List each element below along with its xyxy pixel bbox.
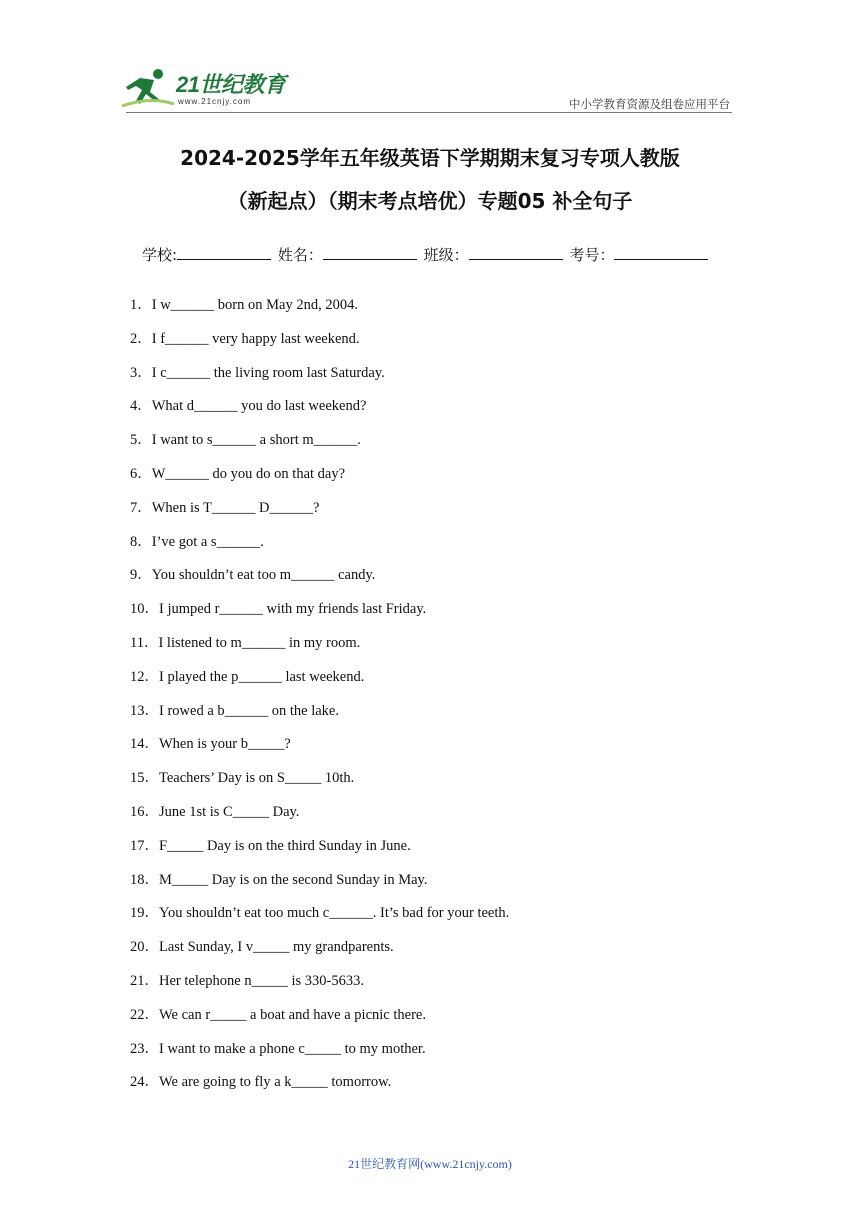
page-title-line2: （新起点）（期末考点培优）专题05 补全句子 <box>227 189 633 213</box>
page-title-line1: 2024-2025学年五年级英语下学期期末复习专项人教版 <box>180 146 680 170</box>
runner-logo-icon <box>120 66 176 110</box>
header-divider <box>126 112 732 113</box>
question-item: 8．I’ve got a s______. <box>130 533 264 550</box>
question-item: 11．I listened to m______ in my room. <box>130 634 361 651</box>
question-list <box>130 296 750 1107</box>
question-item: 22．We can r_____ a boat and have a picnic there. <box>130 1006 426 1023</box>
name-label: 姓名： <box>277 246 323 264</box>
question-item: 15．Teachers’ Day is on S_____ 10th. <box>130 770 355 787</box>
question-item: 24．We are going to fly a k_____ tomorrow. <box>130 1074 392 1091</box>
exam-number-label: 考号： <box>569 246 615 264</box>
question-item: 13．I rowed a b______ on the lake. <box>130 702 339 719</box>
school-label: 学校: <box>142 246 178 264</box>
question-item: 10．I jumped r______ with my friends last Friday. <box>130 601 427 618</box>
question-item: 4．What d______ you do last weekend? <box>130 398 367 415</box>
question-item: 1．I w______ born on May 2nd, 2004. <box>130 297 358 313</box>
question-item: 2．I f______ very happy last weekend. <box>130 330 360 347</box>
logo-text: 21世纪教育 <box>176 72 286 97</box>
question-item: 5．I want to s______ a short m______. <box>130 432 361 449</box>
student-info-row <box>142 244 710 265</box>
question-item: 23．I want to make a phone c_____ to my mother. <box>130 1040 426 1057</box>
question-item: 7．When is T______ D______? <box>130 499 320 516</box>
page-header <box>0 0 860 120</box>
question-item: 18．M_____ Day is on the second Sunday in May. <box>130 871 428 888</box>
school-blank <box>177 245 271 260</box>
question-item: 12．I played the p______ last weekend. <box>130 668 365 685</box>
logo-url: www.21cnjy.com <box>178 97 251 106</box>
question-item: 16．June 1st is C_____ Day. <box>130 803 300 820</box>
question-item: 21．Her telephone n_____ is 330-5633. <box>130 972 364 989</box>
platform-name: 中小学教育资源及组卷应用平台 <box>569 97 730 111</box>
question-item: 9．You shouldn’t eat too m______ candy. <box>130 567 376 584</box>
name-blank <box>323 245 417 260</box>
question-item: 17．F_____ Day is on the third Sunday in June. <box>130 837 411 854</box>
page-footer: 21世纪教育网(www.21cnjy.com) <box>348 1157 512 1171</box>
logo <box>120 66 300 116</box>
question-item: 19．You shouldn’t eat too much c______. It’s bad for your teeth. <box>130 905 510 922</box>
question-item: 3．I c______ the living room last Saturday. <box>130 364 385 381</box>
exam-number-blank <box>614 245 708 260</box>
class-blank <box>469 245 563 260</box>
question-item: 20．Last Sunday, I v_____ my grandparents. <box>130 939 394 956</box>
class-label: 班级： <box>423 246 469 264</box>
question-item: 14．When is your b_____? <box>130 736 291 753</box>
question-item: 6．W______ do you do on that day? <box>130 465 346 482</box>
